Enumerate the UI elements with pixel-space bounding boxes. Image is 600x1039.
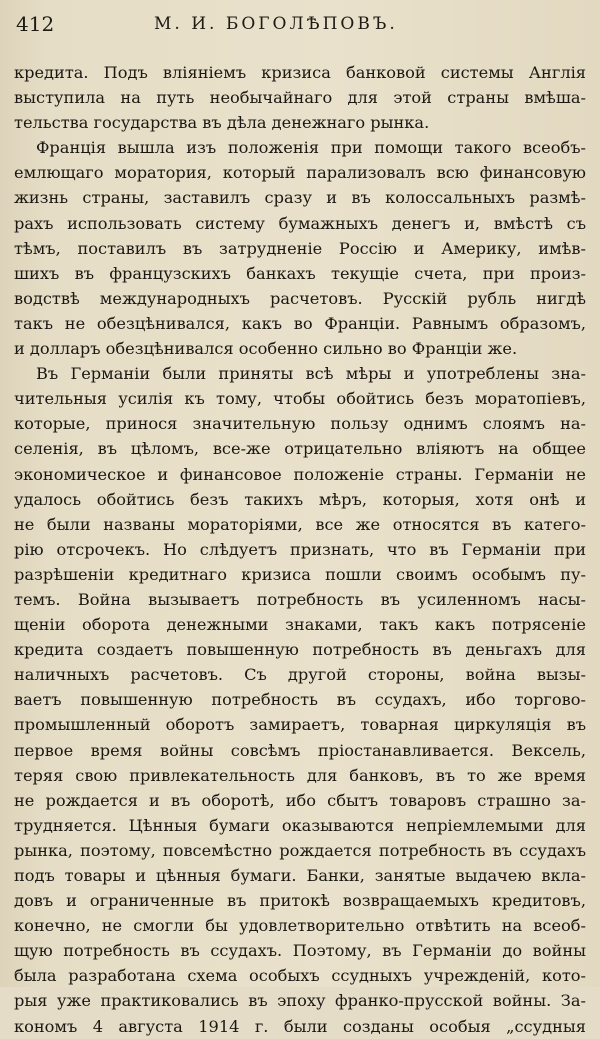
text-line: рію отсрочекъ. Но слѣдуетъ признать, что въ Германіи при [14,539,586,559]
page-number: 412 [16,12,55,36]
text-line: теряя свою привлекательность для банковъ, въ то же время [14,765,586,785]
text-line: щеніи оборота денежными знаками, такъ какъ потрясеніе [14,615,586,635]
running-head: М. И. БОГОЛѢПОВЪ. [154,14,398,34]
text-line: не были названы мораторіями, все же относятся въ катего- [14,514,586,534]
text-line: такъ не обезцѣнивался, какъ во Франціи. Равнымъ образомъ, [14,313,586,333]
text-line: конечно, не смогли бы удовлетворительно отвѣтить на всеоб- [14,916,586,936]
text-line: тѣмъ, поставилъ въ затрудненіе Россію и Америку, имѣв- [14,238,586,258]
text-line: удалось обойтись безъ такихъ мѣръ, которыя, хотя онѣ и [14,489,586,509]
text-line: довъ и ограниченные въ притокѣ возвращаемыхъ кредитовъ, [14,891,586,911]
text-line: не рождается и въ оборотѣ, ибо сбытъ товаровъ страшно за- [14,790,586,810]
text-line: наличныхъ расчетовъ. Съ другой стороны, война вызы- [14,665,586,685]
text-line: разрѣшеніи кредитнаго кризиса пошли своимъ особымъ пу- [14,564,586,584]
text-line: тельства государства въ дѣла денежнаго рынка. [14,113,430,133]
text-line: Франція вышла изъ положенія при помощи такого всеобъ- [36,138,586,158]
text-line: водствѣ международныхъ расчетовъ. Русскій рубль нигдѣ [14,288,586,308]
text-line: экономическое и финансовое положеніе страны. Германіи не [14,464,586,484]
page-header [16,12,582,42]
text-line: кредита создаетъ повышенную потребность въ деньгахъ для [14,640,586,660]
text-line: рахъ использовать систему бумажныхъ денегъ и, вмѣстѣ съ [14,213,586,233]
text-line: промышленный оборотъ замираетъ, товарная циркуляція въ [14,715,586,735]
text-line: емлющаго моратория, который парализовалъ всю финансовую [14,163,586,183]
text-line: щую потребность въ ссудахъ. Поэтому, въ Германіи до войны [14,941,586,961]
text-line: первое время войны совсѣмъ пріостанавливается. Вексель, [14,740,586,760]
text-line: селенія, въ цѣломъ, все-же отрицательно вліяютъ на общее [14,439,586,459]
text-line: была разработана схема особыхъ ссудныхъ учрежденій, кото- [14,966,586,986]
text-line: ваетъ повышенную потребность въ ссудахъ, ибо торгово- [14,690,586,710]
body-text [14,60,586,1039]
text-line: кредита. Подъ вліяніемъ кризиса банковой системы Англія [14,63,586,82]
text-line: Въ Германіи были приняты всѣ мѣры и употреблены зна- [36,364,586,384]
text-line: выступила на путь необычайнаго для этой страны вмѣша- [14,88,586,108]
text-line: рынка, поэтому, повсемѣстно рождается потребность въ ссудахъ [14,840,586,860]
text-line: шихъ въ французскихъ банкахъ текущіе счета, при произ- [14,263,586,283]
text-line: трудняется. Цѣнныя бумаги оказываются непріемлемыми для [14,815,586,835]
text-line: темъ. Война вызываетъ потребность въ усиленномъ насы- [14,589,586,609]
text-line: жизнь страны, заставилъ сразу и въ колоссальныхъ размѣ- [14,188,586,208]
text-line: рыя уже практиковались въ эпоху франко-прусской войны. За- [14,991,586,1011]
text-line: чительныя усилія къ тому, чтобы обойтись безъ моратопіевъ, [14,389,586,409]
text-line: подъ товары и цѣнныя бумаги. Банки, занятые выдачею вкла- [14,866,586,885]
text-line: которые, принося значительную пользу однимъ слоямъ на- [14,414,586,434]
text-line: кономъ 4 августа 1914 г. были созданы особыя „ссудныя [14,1016,586,1036]
text-line: и долларъ обезцѣнивался особенно сильно во Франціи же. [14,339,518,359]
